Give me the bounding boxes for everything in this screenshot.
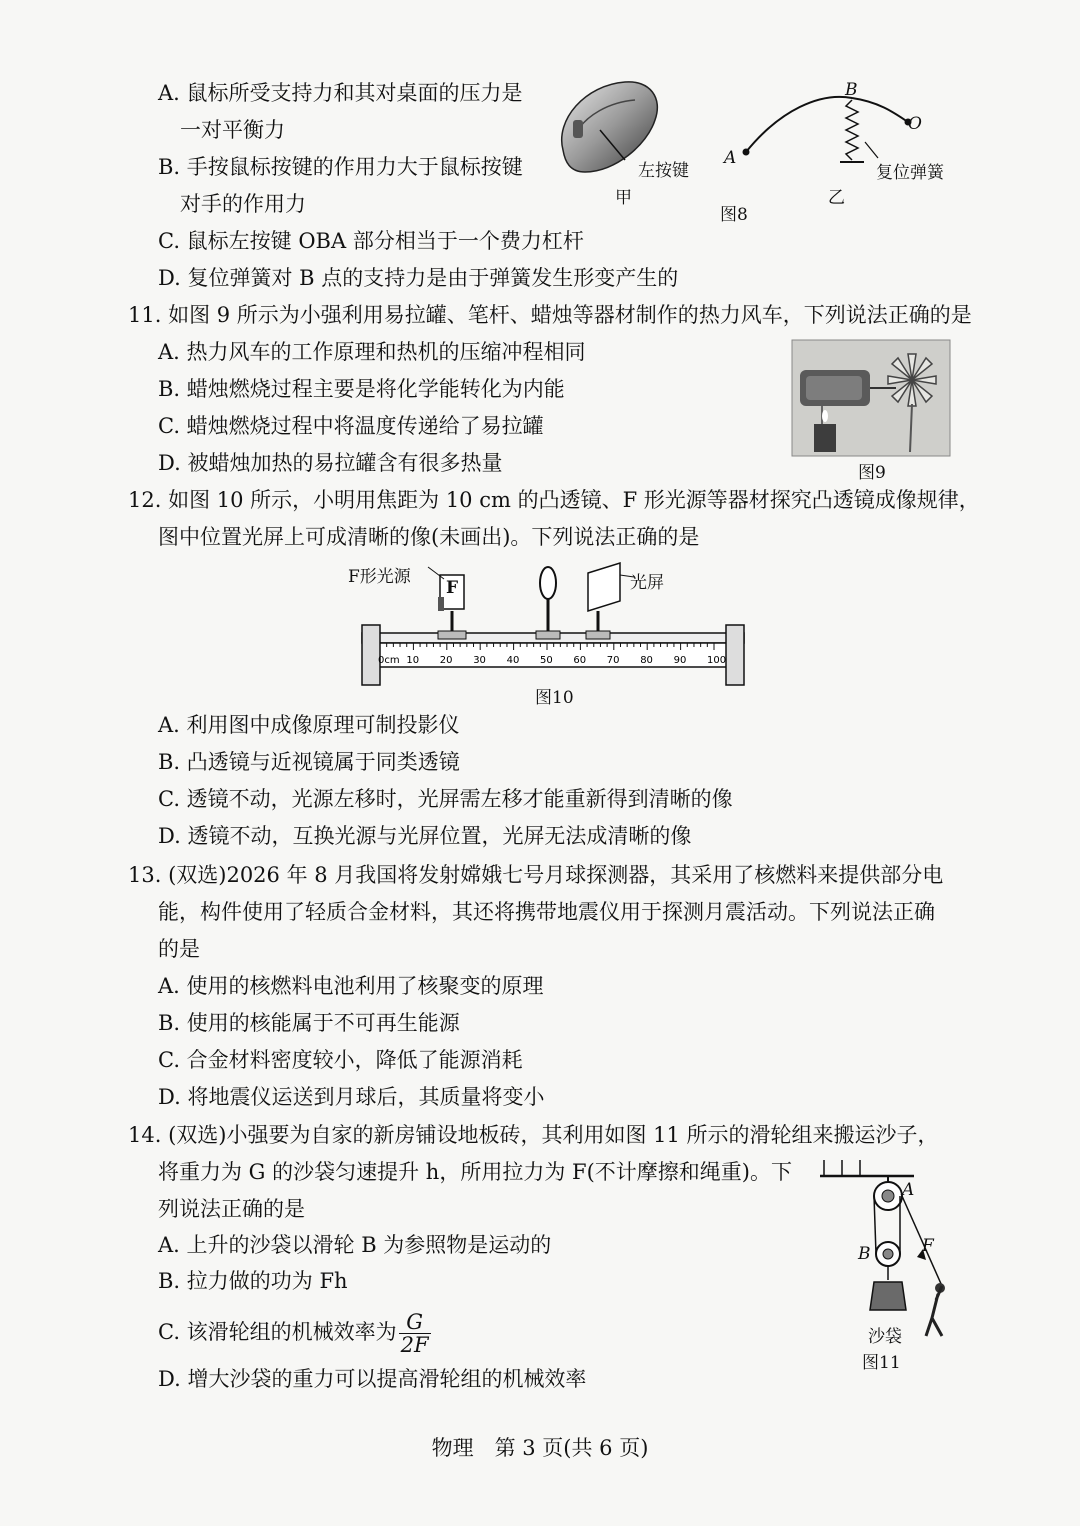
mouse-left-key-label: 左按键 <box>638 161 689 181</box>
q10-option-a-line1: A. 鼠标所受支持力和其对桌面的压力是 <box>158 81 523 105</box>
q10-option-a-line2: 一对平衡力 <box>180 118 285 142</box>
figure10-caption: 图10 <box>535 688 574 708</box>
sand-bag-label: 沙袋 <box>868 1327 902 1347</box>
bench-tick-label: 70 <box>606 655 620 666</box>
page-footer: 物理 第 3 页(共 6 页) <box>431 1436 649 1460</box>
q10-option-d: D. 复位弹簧对 B 点的支持力是由于弹簧发生形变产生的 <box>158 266 679 290</box>
lever-point-a-label: A <box>724 148 737 168</box>
heat-windmill-photo <box>792 340 950 456</box>
q14-stem-line3: 列说法正确的是 <box>158 1197 305 1221</box>
f-light-source-label: F形光源 <box>348 567 411 587</box>
q12-option-b: B. 凸透镜与近视镜属于同类透镜 <box>158 750 460 774</box>
q14-option-a: A. 上升的沙袋以滑轮 B 为参照物是运动的 <box>158 1233 552 1257</box>
pulley-b-label: B <box>858 1244 871 1264</box>
q14-stem-line1: 14. (双选)小强要为自家的新房铺设地板砖，其利用如图 11 所示的滑轮组来搬运沙子， <box>128 1123 939 1147</box>
bench-tick-label: 100 <box>707 655 727 666</box>
q11-stem: 11. 如图 9 所示为小强利用易拉罐、笔杆、蜡烛等器材制作的热力风车，下列说法正确的是 <box>128 303 972 327</box>
q11-option-c: C. 蜡烛燃烧过程中将温度传递给了易拉罐 <box>158 414 544 438</box>
optical-bench-diagram <box>358 555 748 690</box>
pull-force-f-label: F <box>922 1236 934 1256</box>
q13-stem-line2: 能，构件使用了轻质合金材料，其还将携带地震仪用于探测月震活动。下列说法正确 <box>158 900 935 924</box>
q11-option-b: B. 蜡烛燃烧过程主要是将化学能转化为内能 <box>158 377 565 401</box>
q11-option-d: D. 被蜡烛加热的易拉罐含有很多热量 <box>158 451 503 475</box>
bench-tick-label: 40 <box>506 655 520 666</box>
q13-option-d: D. 将地震仪运送到月球后，其质量将变小 <box>158 1085 545 1109</box>
q12-stem-line2: 图中位置光屏上可成清晰的像(未画出)。下列说法正确的是 <box>158 525 700 549</box>
q13-stem-line3: 的是 <box>158 937 200 961</box>
light-screen-label: 光屏 <box>630 573 664 593</box>
q14-stem-line2: 将重力为 G 的沙袋匀速提升 h，所用拉力为 F(不计摩擦和绳重)。下 <box>158 1160 792 1184</box>
bench-tick-label: 30 <box>473 655 486 666</box>
fraction-numerator: G <box>399 1311 431 1334</box>
q13-option-b: B. 使用的核能属于不可再生能源 <box>158 1011 460 1035</box>
q14-option-c-text: C. 该滑轮组的机械效率为 <box>158 1320 397 1344</box>
q12-option-d: D. 透镜不动，互换光源与光屏位置，光屏无法成清晰的像 <box>158 824 692 848</box>
q11-option-a: A. 热力风车的工作原理和热机的压缩冲程相同 <box>158 340 586 364</box>
fraction-denominator: 2F <box>400 1333 429 1357</box>
reset-spring-label: 复位弹簧 <box>876 163 944 183</box>
bench-tick-label: 20 <box>439 655 453 666</box>
efficiency-fraction <box>399 1311 431 1356</box>
q12-stem-line1: 12. 如图 10 所示，小明用焦距为 10 cm 的凸透镜、F 形光源等器材探究凸透镜成像规律， <box>128 488 980 512</box>
pulley-a-label: A <box>902 1180 915 1200</box>
bench-tick-label: 0cm <box>378 655 400 666</box>
figure8-yi-label: 乙 <box>828 188 845 208</box>
q14-option-d: D. 增大沙袋的重力可以提高滑轮组的机械效率 <box>158 1367 587 1391</box>
q12-option-c: C. 透镜不动，光源左移时，光屏需左移才能重新得到清晰的像 <box>158 787 733 811</box>
q10-option-c: C. 鼠标左按键 OBA 部分相当于一个费力杠杆 <box>158 229 584 253</box>
figure8-caption: 图8 <box>720 205 748 225</box>
q13-option-c: C. 合金材料密度较小，降低了能源消耗 <box>158 1048 523 1072</box>
q13-option-a: A. 使用的核燃料电池利用了核聚变的原理 <box>158 974 544 998</box>
lever-point-b-label: B <box>845 80 858 100</box>
bench-tick-label: 50 <box>540 655 553 666</box>
q14-option-b: B. 拉力做的功为 Fh <box>158 1269 348 1293</box>
mouse-figure <box>555 80 675 200</box>
f-letter: F <box>446 578 459 598</box>
q10-option-b-line1: B. 手按鼠标按键的作用力大于鼠标按键 <box>158 155 523 179</box>
q14-option-c <box>158 1304 431 1360</box>
bench-tick-label: 60 <box>573 655 587 666</box>
bench-tick-label: 10 <box>406 655 420 666</box>
bench-tick-label: 80 <box>640 655 653 666</box>
q10-option-b-line2: 对手的作用力 <box>180 192 306 216</box>
figure9-caption: 图9 <box>858 463 886 483</box>
bench-tick-label: 90 <box>673 655 687 666</box>
figure8-jia-label: 甲 <box>615 188 632 208</box>
figure11-caption: 图11 <box>862 1353 901 1373</box>
q13-stem-line1: 13. (双选)2026 年 8 月我国将发射嫦娥七号月球探测器，其采用了核燃料来提供部分电 <box>128 863 944 887</box>
lever-point-o-label: O <box>908 114 922 134</box>
q12-option-a: A. 利用图中成像原理可制投影仪 <box>158 713 460 737</box>
